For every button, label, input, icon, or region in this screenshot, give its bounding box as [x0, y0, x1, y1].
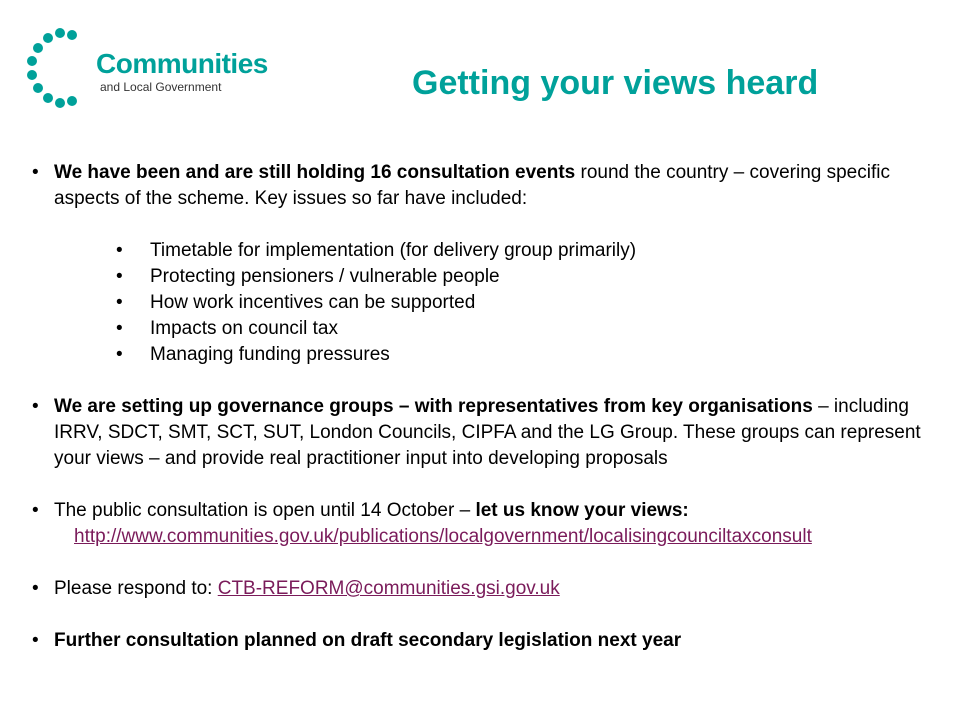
- consultation-url-link[interactable]: http://www.communities.gov.uk/publications/localgovernment/localisingcounciltaxconsult: [74, 526, 812, 547]
- bullet-consultation-events: [30, 160, 930, 212]
- slide-body: [30, 160, 930, 654]
- bullet-further-consultation-bold: Further consultation planned on draft secondary legislation next year: [54, 630, 682, 651]
- list-item: • Timetable for implementation (for delivery group primarily): [30, 238, 930, 264]
- bullet-governance-groups: [30, 394, 930, 472]
- communities-logo: [26, 28, 268, 110]
- logo-wordmark: Communities: [96, 48, 268, 79]
- dot-ring-icon: [26, 28, 96, 110]
- bullet-governance-groups-text: – including IRRV, SDCT, SMT, SCT, SUT, London Councils, CIPFA and the LG Group. These groups can represent your views – and provide real practitioner input into developing proposals: [54, 396, 921, 469]
- issues-list: [30, 238, 930, 368]
- bullet-respond-to: [30, 576, 930, 602]
- list-item: • How work incentives can be supported: [30, 290, 930, 316]
- bullet-governance-groups-bold: We are setting up governance groups – with representatives from key organisations: [54, 396, 813, 417]
- logo-subtitle: and Local Government: [100, 80, 222, 94]
- bullet-consultation-events-text: round the country – covering specific aspects of the scheme. Key issues so far have included:: [54, 162, 890, 209]
- list-item: • Impacts on council tax: [30, 316, 930, 342]
- list-item: • Managing funding pressures: [30, 342, 930, 368]
- bullet-public-consultation: [30, 498, 930, 550]
- list-item: • Protecting pensioners / vulnerable people: [30, 264, 930, 290]
- bullet-respond-to-text: Please respond to:: [54, 578, 218, 599]
- bullet-public-consultation-bold: let us know your views:: [475, 500, 689, 521]
- bullet-further-consultation: [30, 628, 930, 654]
- bullet-consultation-events-bold: We have been and are still holding 16 consultation events: [54, 162, 576, 183]
- page-title: Getting your views heard: [412, 64, 819, 102]
- bullet-public-consultation-text: The public consultation is open until 14 October –: [54, 500, 476, 521]
- email-link[interactable]: CTB-REFORM@communities.gsi.gov.uk: [217, 578, 560, 599]
